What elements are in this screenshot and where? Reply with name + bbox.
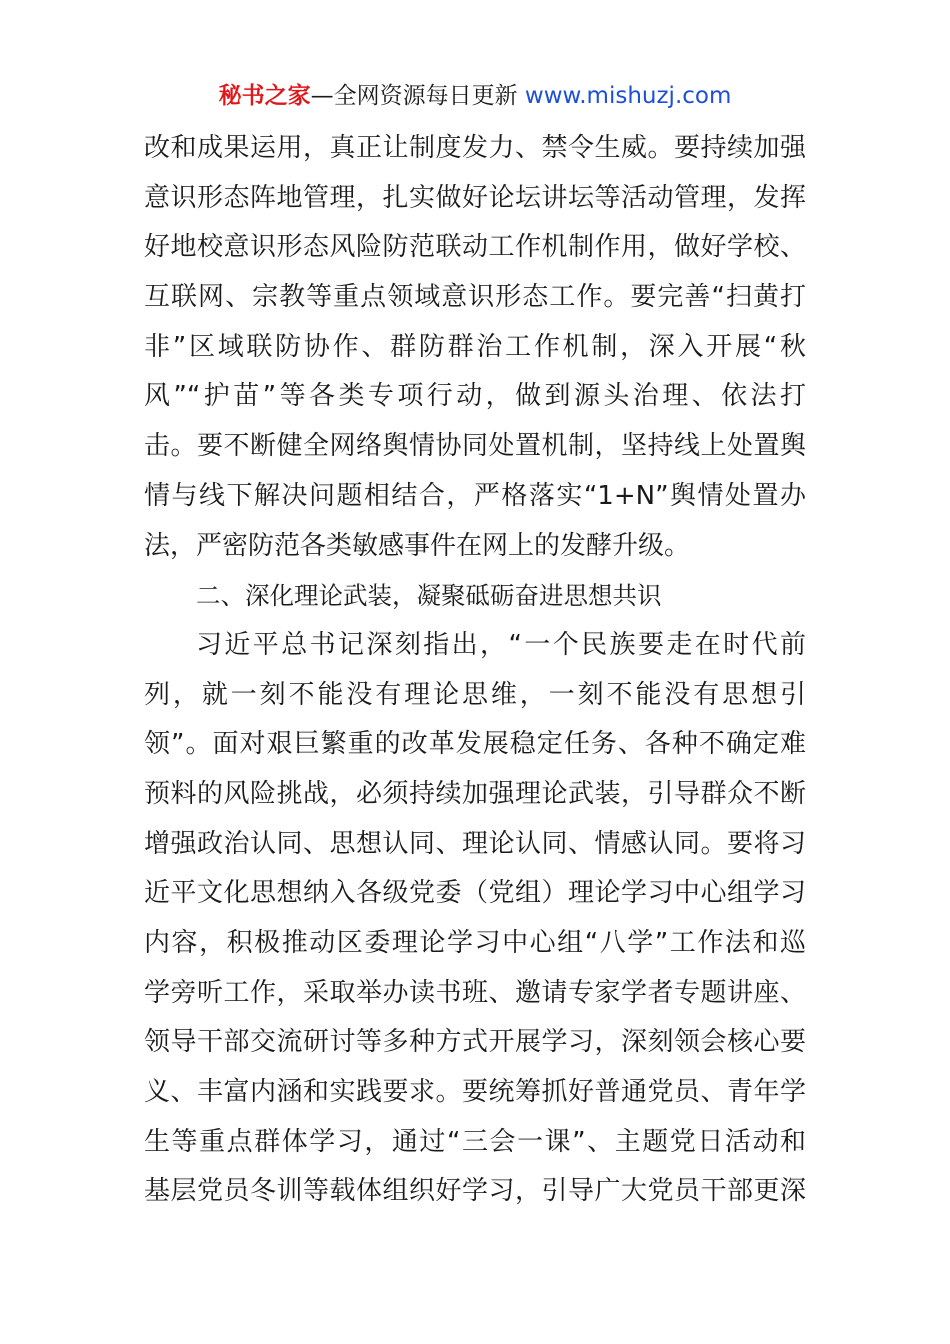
text-line: 改和成果运用，真正让制度发力、禁令生威。要持续加强 bbox=[144, 133, 806, 163]
text-line: 生等重点群体学习，通过“三会一课”、主题党日活动和 bbox=[144, 1126, 806, 1157]
site-watermark-header bbox=[0, 80, 950, 112]
text-line: 击。要不断健全网络舆情协同处置机制，坚持线上处置舆 bbox=[144, 431, 806, 462]
text-line: 列，就一刻不能没有理论思维，一刻不能没有思想引 bbox=[144, 679, 806, 710]
text-line: 预料的风险挑战，必须持续加强理论武装，引导群众不断 bbox=[144, 778, 806, 809]
text-line: 情与线下解决问题相结合，严格落实“1+N”舆情处置办 bbox=[144, 480, 806, 511]
text-line: 非”区域联防协作、群防群治工作机制，深入开展“秋 bbox=[144, 331, 806, 362]
text-line: 风”“护苗”等各类专项行动，做到源头治理、依法打 bbox=[144, 381, 806, 412]
text-line: 内容，积极推动区委理论学习中心组“八学”工作法和巡 bbox=[144, 928, 806, 958]
text-line: 增强政治认同、思想认同、理论认同、情感认同。要将习 bbox=[144, 828, 806, 859]
section-heading: 二、深化理论武装，凝聚砥砺奋进思想共识 bbox=[196, 581, 662, 611]
site-brand: 秘书之家 bbox=[218, 83, 311, 109]
text-line: 互联网、宗教等重点领域意识形态工作。要完善“扫黄打 bbox=[144, 282, 806, 313]
site-url-link[interactable]: www.mishuzj.com bbox=[524, 83, 732, 109]
text-line: 近平文化思想纳入各级党委（党组）理论学习中心组学习 bbox=[144, 878, 806, 909]
text-line: 意识形态阵地管理，扎实做好论坛讲坛等活动管理，发挥 bbox=[144, 182, 806, 213]
text-line: 好地校意识形态风险防范联动工作机制作用，做好学校、 bbox=[144, 232, 806, 263]
paragraph-first-line: 习近平总书记深刻指出，“一个民族要走在时代前 bbox=[196, 629, 806, 660]
text-line: 学旁听工作，采取举办读书班、邀请专家学者专题讲座、 bbox=[144, 977, 806, 1008]
text-line: 基层党员冬训等载体组织好学习，引导广大党员干部更深 bbox=[144, 1176, 806, 1207]
site-tagline: —全网资源每日更新 bbox=[310, 83, 525, 109]
text-line: 领”。面对艰巨繁重的改革发展稳定任务、各种不确定难 bbox=[144, 729, 806, 760]
paragraph-last-line: 法，严密防范各类敏感事件在网上的发酵升级。 bbox=[144, 530, 691, 561]
text-line: 义、丰富内涵和实践要求。要统筹抓好普通党员、青年学 bbox=[144, 1077, 806, 1108]
text-line: 领导干部交流研讨等多种方式开展学习，深刻领会核心要 bbox=[144, 1027, 806, 1058]
document-body bbox=[144, 124, 806, 1217]
